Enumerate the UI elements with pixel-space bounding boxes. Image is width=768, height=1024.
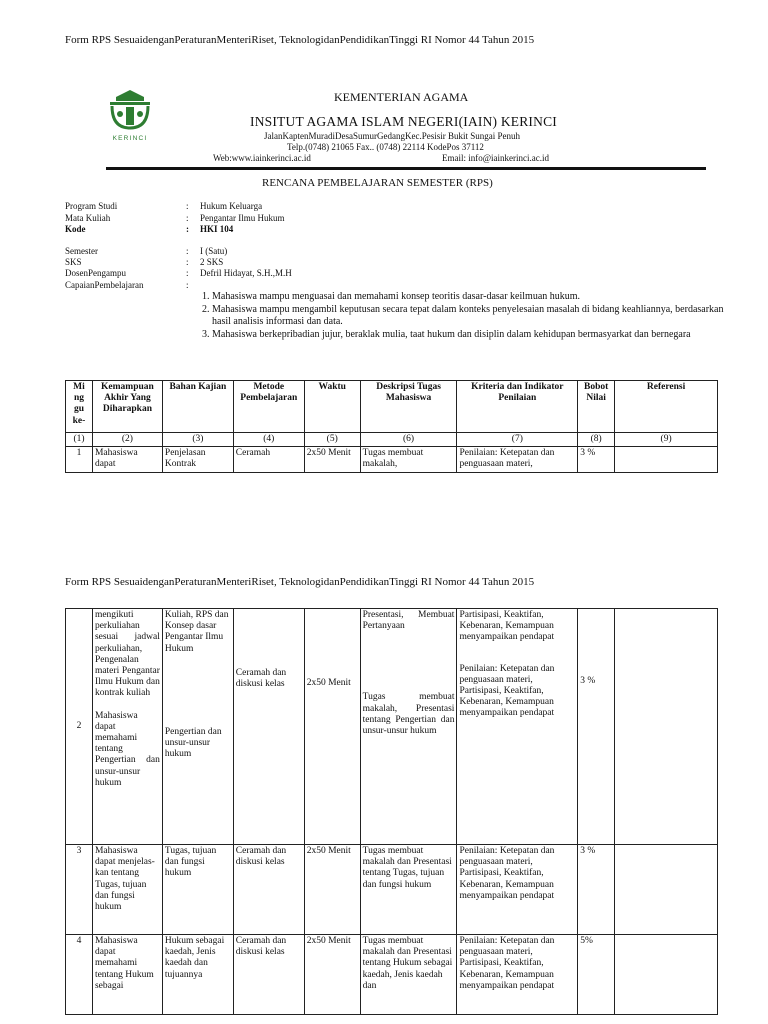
institute-heading: INSITUT AGAMA ISLAM NEGERI(IAIN) KERINCI	[250, 114, 557, 129]
cell-bobot: 5%	[578, 935, 615, 1015]
cell-minggu: 2	[66, 609, 93, 845]
cell-referensi	[615, 845, 718, 935]
cell-referensi	[615, 609, 718, 845]
learning-outcome-item: 1. Mahasiswa mampu menguasai dan memahami konsep teoritis dasar-dasar keilmuan hukum.	[212, 291, 724, 304]
cell-bobot: 3 %	[578, 447, 615, 473]
phone-fax-line: Telp.(0748) 21065 Fax.. (0748) 22114 KodePos 37112	[287, 142, 484, 152]
rps-table-page2	[65, 608, 718, 1015]
cell-metode: Ceramah	[233, 447, 304, 473]
header-referensi: Referensi	[615, 381, 718, 433]
cell-bobot	[578, 609, 615, 845]
col-number: (6)	[360, 433, 457, 447]
table-header-row	[66, 381, 718, 433]
iain-kerinci-logo	[106, 88, 154, 144]
bobot-text: 3 %	[580, 676, 596, 686]
metode-text: Ceramah dan diskusi kelas	[235, 668, 287, 690]
document-title: RENCANA PEMBELAJARAN SEMESTER (RPS)	[262, 177, 493, 189]
cell-referensi	[615, 935, 718, 1015]
header-deskripsi-tugas: Deskripsi Tugas Mahasiswa	[360, 381, 457, 433]
cell-waktu: 2x50 Menit	[304, 447, 360, 473]
cell-kriteria	[457, 609, 578, 845]
field-mata-kuliah: Mata Kuliah : Pengantar Ilmu Hukum	[65, 213, 285, 223]
header-kriteria: Kriteria dan Indikator Penilaian	[457, 381, 578, 433]
kemampuan-text-b: Mahasiswa dapat memahami tentang Pengertian dan unsur-unsur hukum	[94, 710, 160, 788]
col-number: (7)	[457, 433, 578, 447]
rps-table-page1	[65, 380, 718, 473]
field-dosen-pengampu: DosenPengampu : Defril Hidayat, S.H.,M.H	[65, 268, 292, 278]
cell-kriteria: Penilaian: Ketepatan dan penguasaan materi, Partisipasi, Keaktifan, Kebenaran, Kemampuan menyampaikan pendapat	[457, 935, 578, 1015]
cell-tugas: Tugas membuat makalah,	[360, 447, 457, 473]
cell-kemampuan: Mahasiswa dapat menjelas-kan tentang Tugas, tujuan dan fungsi hukum	[92, 845, 162, 935]
cell-tugas	[360, 609, 457, 845]
col-number: (5)	[304, 433, 360, 447]
learning-outcome-item: 3. Mahasiswa berkepribadian jujur, beraklak mulia, taat hukum dan disiplin dalam kehidupan bermasyarkat dan bernegara	[212, 329, 724, 342]
cell-minggu: 3	[66, 845, 93, 935]
waktu-text: 2x50 Menit	[306, 678, 351, 688]
address-line: JalanKaptenMuradiDesaSumurGedangKec.Pesisir Bukit Sungai Penuh	[264, 131, 520, 141]
field-program-studi: Program Studi : Hukum Keluarga	[65, 201, 263, 211]
cell-metode: Ceramah dan diskusi kelas	[233, 845, 304, 935]
logo-caption: KERINCI	[112, 135, 148, 142]
cell-bahan: Tugas, tujuan dan fungsi hukum	[162, 845, 233, 935]
cell-kemampuan	[92, 609, 162, 845]
header-metode: Metode Pembelajaran	[233, 381, 304, 433]
cell-metode: Ceramah dan diskusi kelas	[233, 935, 304, 1015]
email-line: Email: info@iainkerinci.ac.id	[442, 153, 550, 163]
col-number: (9)	[615, 433, 718, 447]
col-number: (4)	[233, 433, 304, 447]
col-number: (1)	[66, 433, 93, 447]
col-number: (8)	[578, 433, 615, 447]
cell-kriteria: Penilaian: Ketepatan dan penguasaan materi, Partisipasi, Keaktifan, Kebenaran, Kemampuan menyampaikan pendapat	[457, 845, 578, 935]
cell-waktu: 2x50 Menit	[304, 845, 360, 935]
bahan-text-a: Kuliah, RPS dan Konsep dasar Pengantar Ilmu Hukum	[164, 610, 229, 654]
cell-waktu: 2x50 Menit	[304, 935, 360, 1015]
cell-bobot: 3 %	[578, 845, 615, 935]
cell-minggu: 4	[66, 935, 93, 1015]
header-rule	[106, 167, 706, 170]
cell-bahan: Penjelasan Kontrak	[162, 447, 233, 473]
learning-outcomes-list	[196, 291, 724, 341]
ministry-heading: KEMENTERIAN AGAMA	[334, 90, 469, 104]
cell-referensi	[615, 447, 718, 473]
table-row	[66, 935, 718, 1015]
header-bobot: Bobot Nilai	[578, 381, 615, 433]
tugas-text-b: Tugas membuat makalah, Presentasi tentang Pengertian dan unsur-unsur hukum	[362, 692, 455, 737]
column-number-row	[66, 433, 718, 447]
cell-bahan: Hukum sebagai kaedah, Jenis kaedah dan tujuannya	[162, 935, 233, 1015]
cell-kemampuan: Mahasiswa dapat	[92, 447, 162, 473]
cell-kriteria: Penilaian: Ketepatan dan penguasaan materi,	[457, 447, 578, 473]
learning-outcome-item: 2. Mahasiswa mampu mengambil keputusan secara tepat dalam konteks penyelesaian masalah di bidang keahliannya, berdasarkan hasil analisis informasi dan data.	[212, 304, 724, 329]
header-waktu: Waktu	[304, 381, 360, 433]
form-reference-note: Form RPS SesuaidenganPeraturanMenteriRiset, TeknologidanPendidikanTinggi RI Nomor 44 Tahun 2015	[65, 34, 535, 46]
header-kemampuan: Kemampuan Akhir Yang Diharapkan	[92, 381, 162, 433]
kriteria-text-b: Penilaian: Ketepatan dan penguasaan materi, Partisipasi, Keaktifan, Kebenaran, Kemampuan menyampaikan pendapat	[459, 663, 555, 719]
field-capaian-pembelajaran: CapaianPembelajaran :	[65, 280, 189, 290]
header-bahan-kajian: Bahan Kajian	[162, 381, 233, 433]
kriteria-text-a: Partisipasi, Keaktifan, Kebenaran, Kemampuan menyampaikan pendapat	[459, 610, 555, 643]
header-minggu: Mi ng gu ke-	[66, 381, 93, 433]
cell-tugas: Tugas membuat makalah dan Presentasi tentang Tugas, tujuan dan fungsi hukum	[360, 845, 457, 935]
cell-kemampuan: Mahasiswa dapat memahami tentang Hukum sebagai	[92, 935, 162, 1015]
table-row	[66, 447, 718, 473]
cell-bahan	[162, 609, 233, 845]
kemampuan-text-a: mengikuti perkuliahan sesuai jadwal perkuliahan, Pengenalan materi Pengantar Ilmu Hukum dan kontrak kuliah	[94, 610, 160, 699]
field-semester: Semester : I (Satu)	[65, 246, 228, 256]
cell-minggu: 1	[66, 447, 93, 473]
form-reference-note-page2: Form RPS SesuaidenganPeraturanMenteriRiset, TeknologidanPendidikanTinggi RI Nomor 44 Tahun 2015	[65, 576, 535, 588]
tugas-text-a: Presentasi, Membuat Pertanyaan	[362, 610, 455, 632]
website-line: Web:www.iainkerinci.ac.id	[213, 153, 311, 163]
field-kode: Kode : HKI 104	[65, 224, 234, 234]
cell-metode	[233, 609, 304, 845]
bahan-text-b: Pengertian dan unsur-unsur hukum	[164, 726, 222, 760]
col-number: (3)	[162, 433, 233, 447]
field-sks: SKS : 2 SKS	[65, 257, 224, 267]
table-row	[66, 609, 718, 845]
cell-waktu	[304, 609, 360, 845]
table-row	[66, 845, 718, 935]
col-number: (2)	[92, 433, 162, 447]
cell-tugas: Tugas membuat makalah dan Presentasi tentang Hukum sebagai kaedah, Jenis kaedah dan	[360, 935, 457, 1015]
